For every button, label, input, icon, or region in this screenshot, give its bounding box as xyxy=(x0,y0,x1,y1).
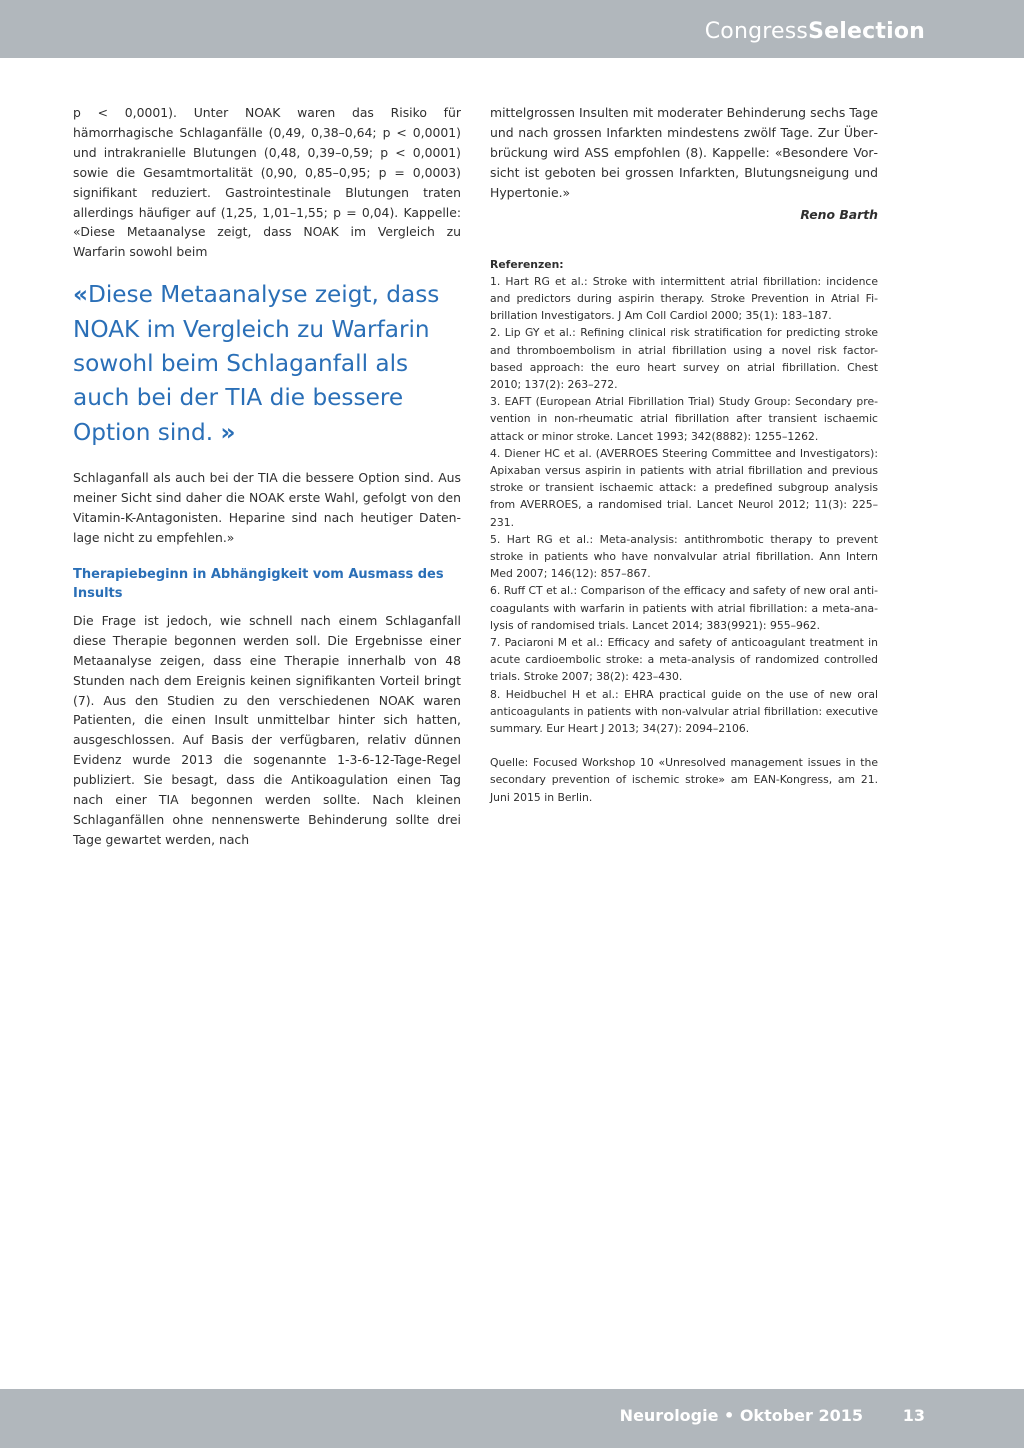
brand-logo xyxy=(705,18,925,46)
left-paragraph-3: Die Frage ist jedoch, wie schnell nach einem Schlaganfall diese Therapie begonnen werden soll. Die Ergebnisse einer Metaanalyse zeigen, dass eine Therapie innerhalb von 48 Stunden nach dem Ereignis keinen signifikanten Vorteil bringt (7). Aus den Studien zu den verschiedenen NOAK waren Patienten, die einen Insult unmittelbar hinter sich hatten, ausgeschlossen. Auf Basis der verfügbaren, relativ dünnen Evidenz wurde 2013 die sogenannte 1-3-6-12-Tage-Regel publiziert. Sie besagt, dass die Antikoagulation einen Tag nach einer TIA begonnen werden sollte. Nach kleinen Schlaganfällen ohne nennenswerte Behinderung sollte drei Tage gewartet werden, nach xyxy=(73,612,461,847)
journal-issue: Neurologie • Oktober 2015 xyxy=(619,1406,863,1425)
reference-item: 6. Ruff CT et al.: Comparison of the efficacy and safety of new oral anticoagulants with warfarin in patients with atrial fibrillation: a meta-analysis of randomised trials. Lancet 2014; 383(9921): 955–962. xyxy=(490,584,878,632)
left-column xyxy=(73,103,461,850)
pull-quote-text: Diese Metaanalyse zeigt, dass NOAK im Vergleich zu Warfarin sowohl beim Schlaganfall als auch bei der TIA die bessere Option sind. xyxy=(73,281,440,446)
references-section xyxy=(490,256,878,738)
right-column xyxy=(490,103,878,806)
reference-item: 2. Lip GY et al.: Refining clinical risk stratification for predicting stroke and thromboembolism in atrial fibrillation using a novel risk factor-based approach: the euro heart survey on atrial fibrillation. Chest 2010; 137(2): 263–272. xyxy=(490,326,878,391)
brand-part-2: Selection xyxy=(808,19,925,44)
author-name: Reno Barth xyxy=(800,206,878,222)
right-paragraph-1: mittelgrossen Insulten mit moderater Behinderung sechs Tage und nach grossen Infarkten mindestens zwölf Tage. Zur Überbrückung wird ASS empfohlen (8). Kappelle: «Besondere Vorsicht ist geboten bei grossen Infarkten, Blutungsneigung und Hypertonie.» xyxy=(490,105,878,200)
header-bar xyxy=(0,0,1024,58)
left-paragraph-1: p < 0,0001). Unter NOAK waren das Risiko für hämorrhagische Schlaganfälle (0,49, 0,38–0,64; p < 0,0001) und intrakranielle Blutungen (0,48, 0,39–0,59; p < 0,0001) sowie die Gesamtmortalität (0,90, 0,85–0,95; p = 0,0003) signifikant reduziert. Gastrointestinale Blutungen traten allerdings häufiger auf (1,25, 1,01–1,55; p = 0,04). Kappelle: «Diese Metaanalyse zeigt, dass NOAK im Vergleich zu Warfarin sowohl beim xyxy=(73,105,461,260)
reference-item: 4. Diener HC et al. (AVERROES Steering Committee and Investigators): Apixaban versus aspirin in patients with atrial fibrillation and previous stroke or transient ischaemic attack: a predefined subgroup analysis from AVERROES, a randomised trial. Lancet Neurol 2012; 11(3): 225–231. xyxy=(490,446,878,529)
footer-bar xyxy=(0,1389,1024,1448)
quote-open-mark: « xyxy=(73,281,88,309)
reference-item: 1. Hart RG et al.: Stroke with intermittent atrial fibrillation: incidence and predictors during aspirin therapy. Stroke Prevention in Atrial Fibrillation Investigators. J Am Coll Cardiol 2000; 35(1): 183–187. xyxy=(490,274,878,323)
quote-close-mark: » xyxy=(220,418,236,446)
reference-item: 8. Heidbuchel H et al.: EHRA practical guide on the use of new oral anticoagulants in patients with non-valvular atrial fibrillation: executive summary. Eur Heart J 2013; 34(27): 2094–2106. xyxy=(490,687,878,736)
reference-item: 3. EAFT (European Atrial Fibrillation Trial) Study Group: Secondary prevention in non-rheumatic atrial fibrillation after transient ischaemic attack or minor stroke. Lancet 1993; 342(8882): 1255–1262. xyxy=(490,395,878,443)
page-number: 13 xyxy=(902,1406,925,1425)
reference-item: 5. Hart RG et al.: Meta-analysis: antithrombotic therapy to prevent stroke in patients who have nonvalvular atrial fibrillation. Ann Intern Med 2007; 146(12): 857–867. xyxy=(490,532,878,581)
brand-part-1: Congress xyxy=(704,19,809,44)
left-paragraph-2: Schlaganfall als auch bei der TIA die bessere Option sind. Aus meiner Sicht sind daher die NOAK erste Wahl, gefolgt von den Vitamin-K-Antagonisten. Heparine sind nach heutiger Datenlage nicht zu empfehlen.» xyxy=(73,470,461,545)
references-title: Referenzen: xyxy=(490,257,564,271)
pull-quote xyxy=(73,278,461,450)
section-heading: Therapiebeginn in Abhängigkeit vom Ausmass des Insults xyxy=(73,566,444,602)
reference-item: 7. Paciaroni M et al.: Efficacy and safety of anticoagulant treatment in acute cardioembolic stroke: a meta-analysis of randomized controlled trials. Stroke 2007; 38(2): 423–430. xyxy=(490,636,878,684)
source-note: Quelle: Focused Workshop 10 «Unresolved management issues in the secondary prevention of ischemic stroke» am EAN-Kongress, am 21. Juni 2015 in Berlin. xyxy=(490,756,878,804)
